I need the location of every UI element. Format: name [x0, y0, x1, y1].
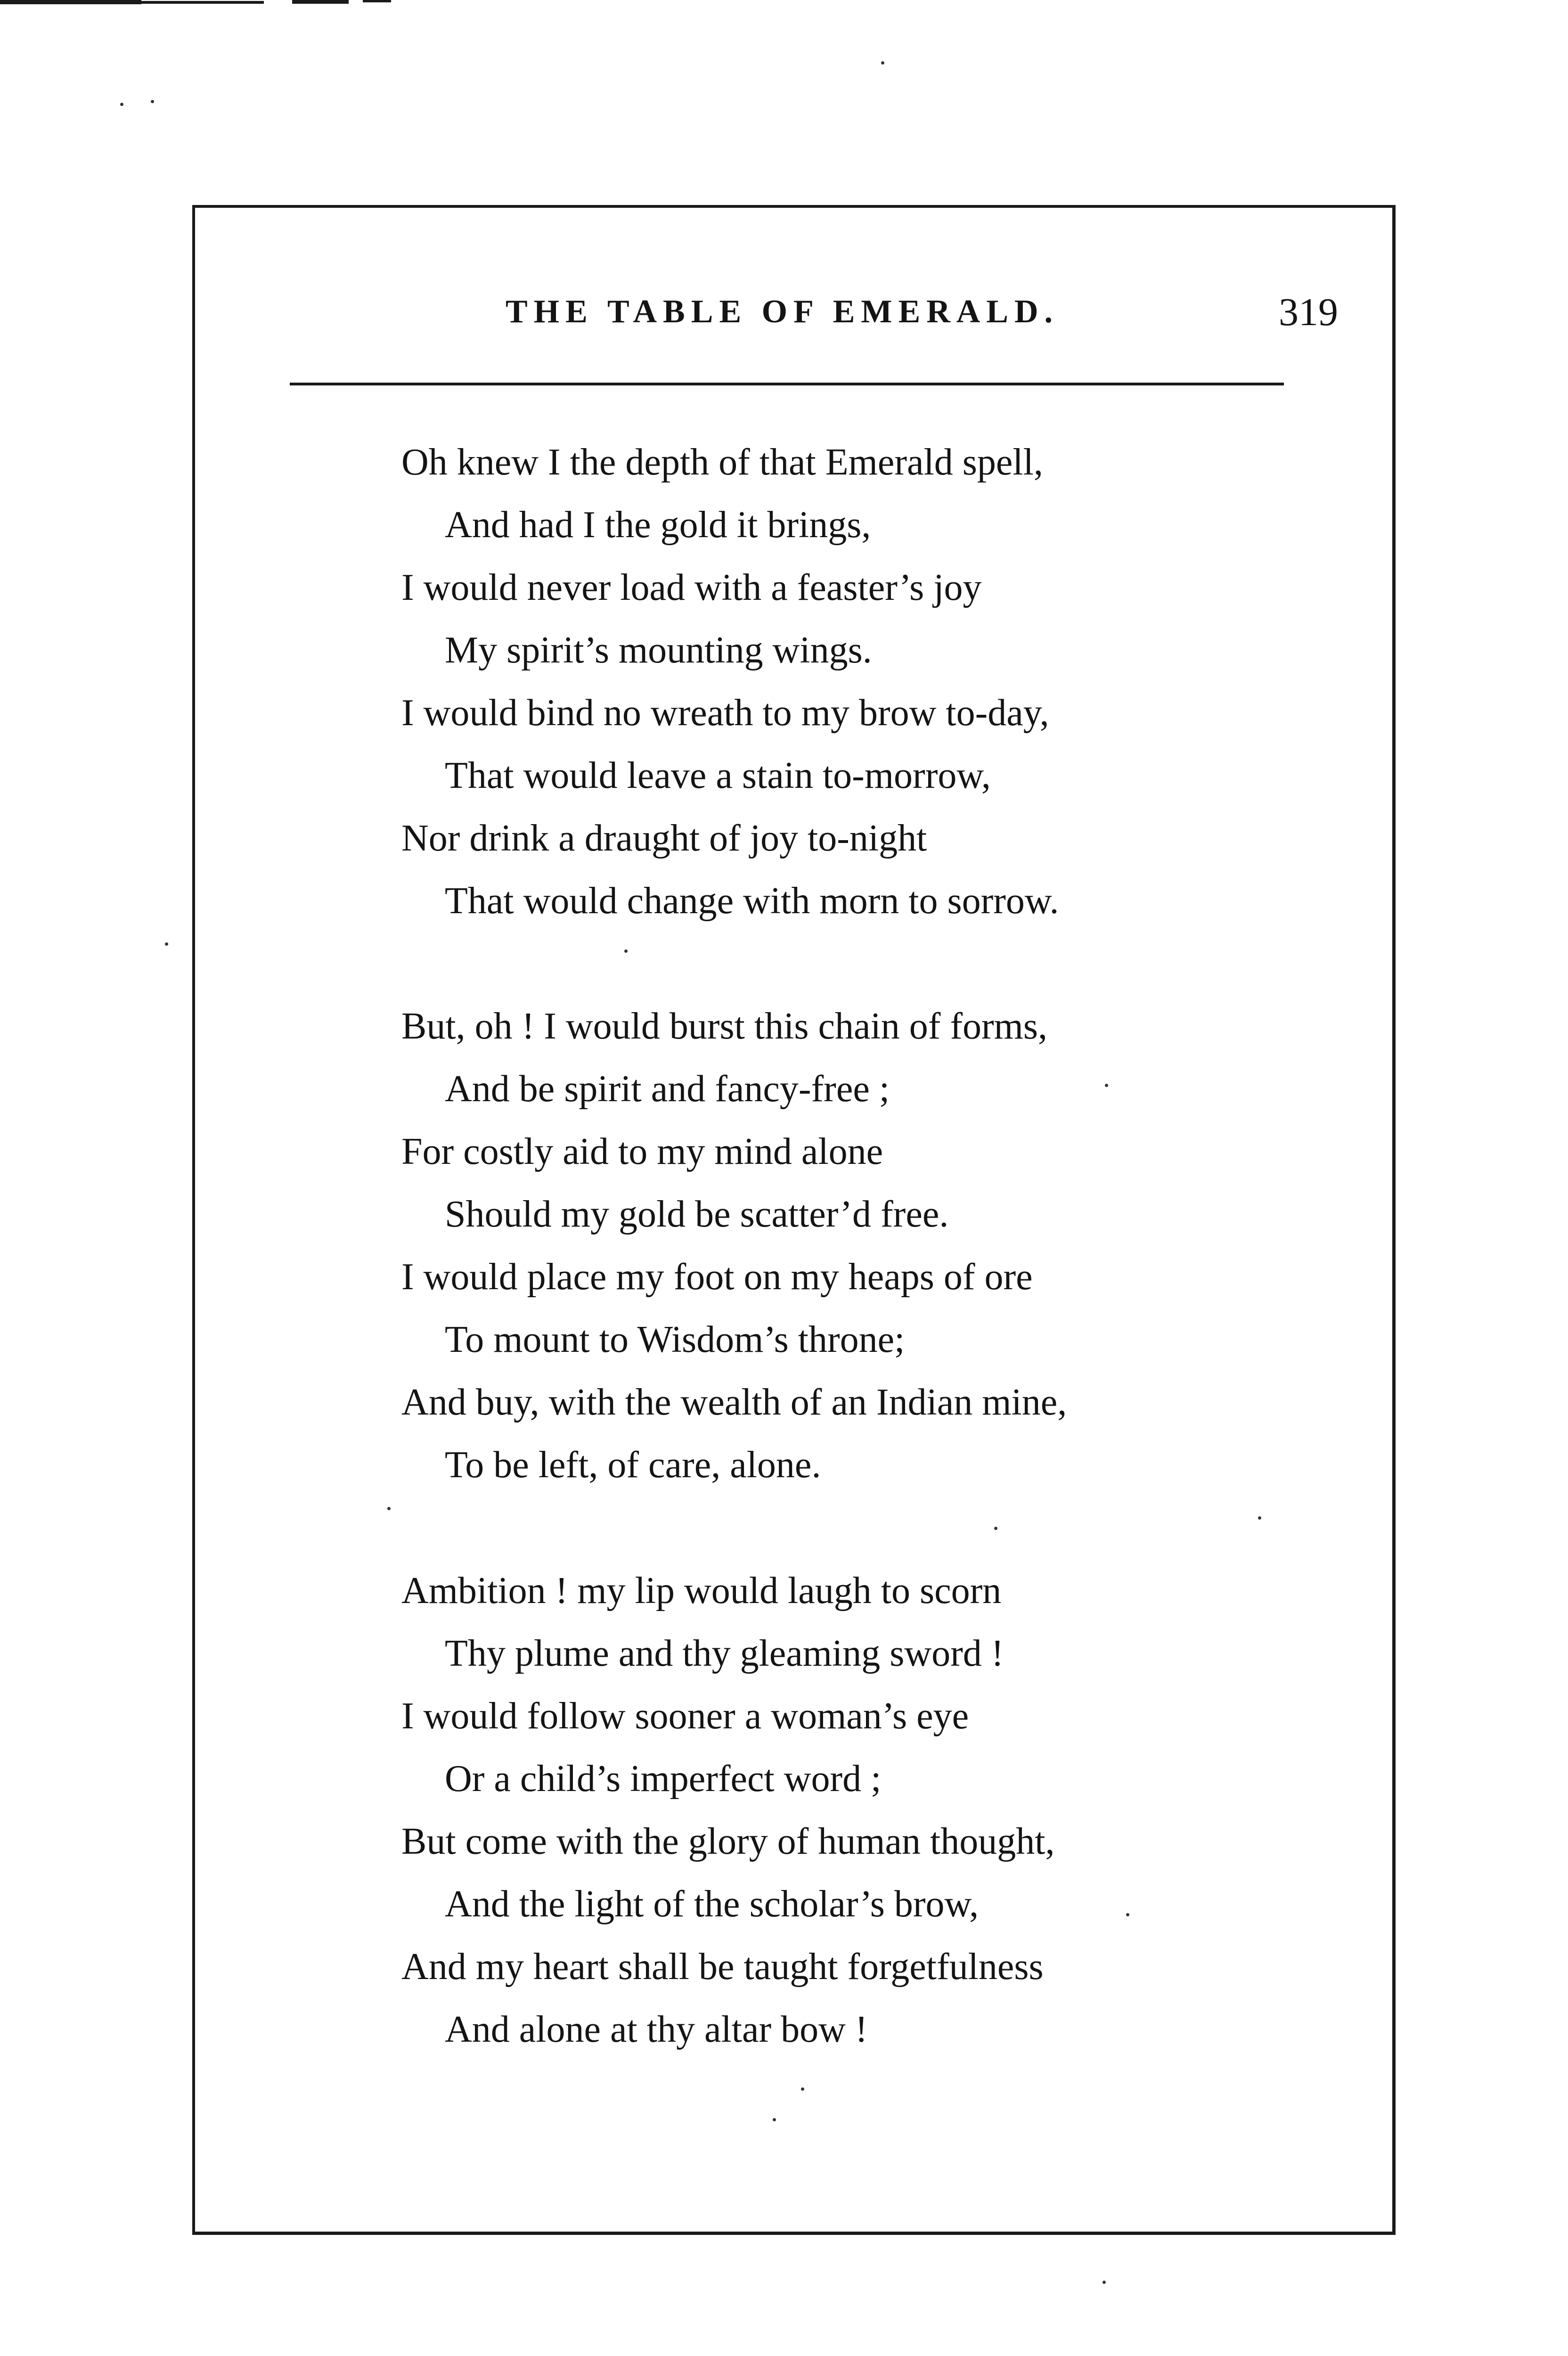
scan-speck — [1258, 1516, 1261, 1520]
verse-line: To be left, of care, alone. — [445, 1444, 821, 1486]
scan-speck — [120, 103, 123, 106]
running-title: THE TABLE OF EMERALD. — [505, 294, 1059, 330]
header-rule — [290, 383, 1284, 385]
verse-line: But come with the glory of human thought, — [401, 1821, 1055, 1862]
scan-speck — [165, 942, 168, 946]
scan-smudge — [292, 0, 349, 4]
verse-line: And had I the gold it brings, — [445, 504, 871, 546]
scan-speck — [994, 1527, 997, 1530]
verse-line: Or a child’s imperfect word ; — [445, 1758, 882, 1800]
verse-line: Should my gold be scatter’d free. — [445, 1194, 949, 1235]
scan-speck — [151, 100, 154, 103]
verse-line: And buy, with the wealth of an Indian mine, — [401, 1382, 1067, 1423]
scan-speck — [1126, 1913, 1129, 1916]
scan-speck — [801, 2087, 804, 2091]
verse-line: And the light of the scholar’s brow, — [445, 1883, 979, 1925]
verse-line: And my heart shall be taught forgetfulness — [401, 1946, 1044, 1988]
verse-line: Thy plume and thy gleaming sword ! — [445, 1633, 1004, 1674]
verse-line: Oh knew I the depth of that Emerald spell, — [401, 442, 1043, 483]
scan-speck — [1102, 2281, 1106, 2284]
page-number: 319 — [1279, 290, 1338, 334]
verse-line: To mount to Wisdom’s throne; — [445, 1319, 905, 1360]
verse-line: I would never load with a feaster’s joy — [401, 567, 982, 608]
verse-line: I would follow sooner a woman’s eye — [401, 1695, 969, 1737]
verse-line: But, oh ! I would burst this chain of forms, — [401, 1006, 1047, 1047]
verse-line: Nor drink a draught of joy to-night — [401, 818, 927, 859]
scan-speck — [387, 1507, 391, 1510]
verse-line: I would place my foot on my heaps of ore — [401, 1256, 1033, 1298]
verse-line: That would leave a stain to-morrow, — [445, 755, 991, 796]
scan-smudge — [0, 0, 141, 4]
scan-speck — [624, 949, 628, 953]
scan-speck — [1105, 1084, 1108, 1087]
scan-smudge — [141, 1, 264, 4]
verse-line: My spirit’s mounting wings. — [445, 630, 872, 671]
poem-stanza — [401, 1560, 1202, 2061]
verse-line: Ambition ! my lip would laugh to scorn — [401, 1570, 1002, 1612]
scan-speck — [773, 2118, 776, 2121]
scan-smudge — [363, 0, 391, 2]
poem-stanza — [401, 995, 1202, 1497]
verse-line: And alone at thy altar bow ! — [445, 2009, 868, 2050]
scan-speck — [881, 61, 884, 65]
verse-line: I would bind no wreath to my brow to-day, — [401, 692, 1049, 734]
verse-line: And be spirit and fancy-free ; — [445, 1068, 890, 1110]
poem-stanza — [401, 431, 1202, 933]
verse-line: That would change with morn to sorrow. — [445, 880, 1059, 922]
verse-line: For costly aid to my mind alone — [401, 1131, 883, 1172]
